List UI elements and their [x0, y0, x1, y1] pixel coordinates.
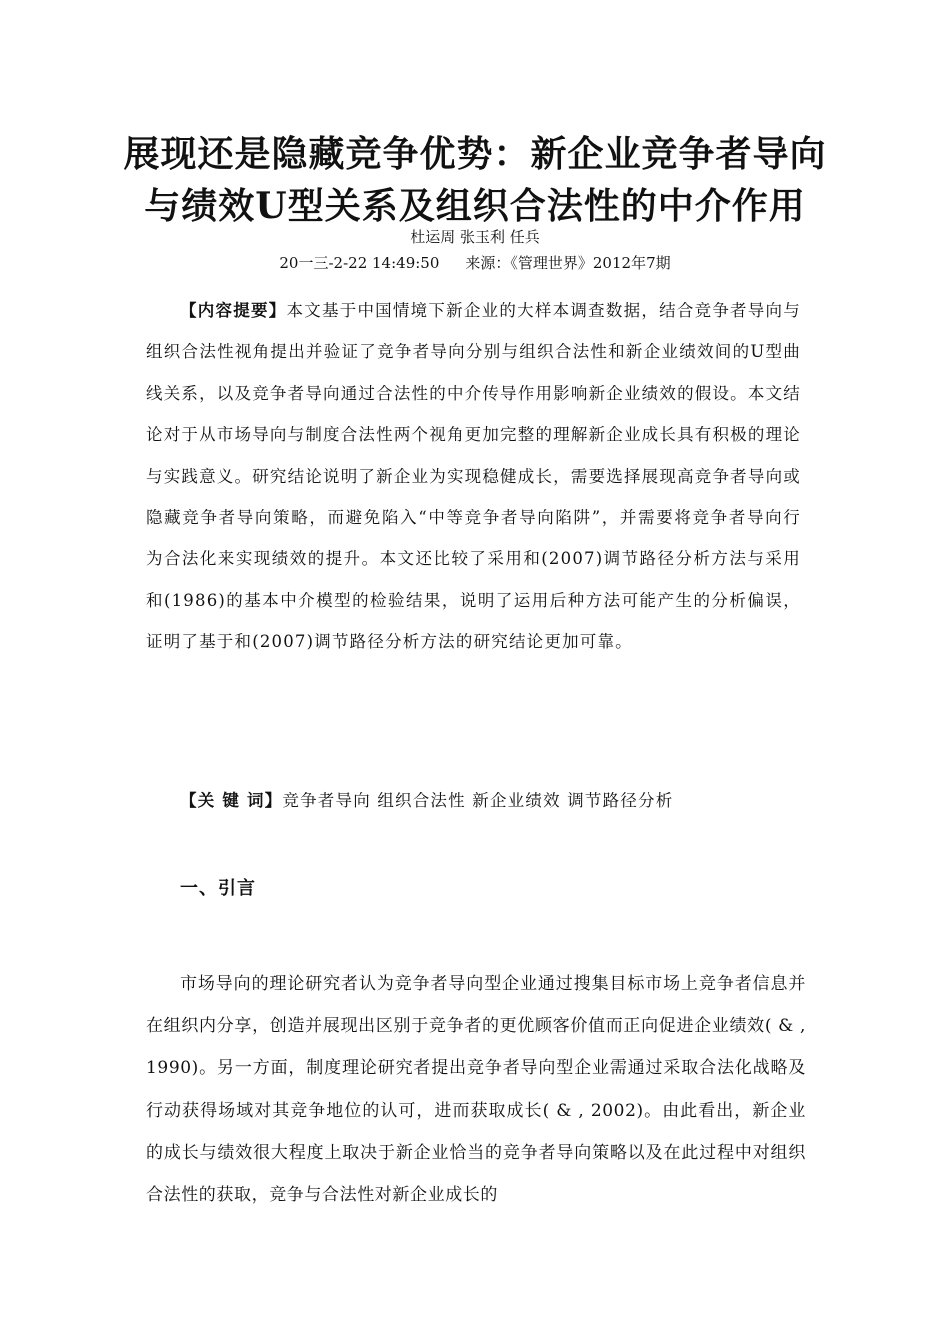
title-line-1: 展现还是隐藏竞争优势：新企业竞争者导向	[123, 133, 827, 175]
abstract-text: 本文基于中国情境下新企业的大样本调查数据，结合竞争者导向与组织合法性视角提出并验证了竞争者导向分别与组织合法性和新企业绩效间的U型曲线关系，以及竞争者导向通过合法性的中介传导作用影响新企业绩效的假设。本文结论对于从市场导向与制度合法性两个视角更加完整的理解新企业成长具有积极的理论与实践意义。研究结论说明了新企业为实现稳健成长，需要选择展现高竞争者导向或隐藏竞争者导向策略，而避免陷入“中等竞争者导向陷阱”，并需要将竞争者导向行为合法化来实现绩效的提升。本文还比较了采用和(2007)调节路径分析方法与采用和(1986)的基本中介模型的检验结果，说明了运用后种方法可能产生的分析偏误，证明了基于和(2007)调节路径分析方法的研究结论更加可靠。	[146, 301, 801, 652]
keywords-text: 竞争者导向 组织合法性 新企业绩效 调节路径分析	[282, 791, 674, 810]
abstract-label: 【内容提要】	[180, 301, 287, 320]
page-title	[0, 128, 950, 232]
authors: 杜运周 张玉利 任兵	[410, 228, 540, 246]
keywords	[180, 784, 820, 818]
keywords-label: 【关 键 词】	[180, 791, 283, 810]
introduction-paragraph: 市场导向的理论研究者认为竞争者导向型企业通过搜集目标市场上竞争者信息并在组织内分享，创造并展现出区别于竞争者的更优顾客价值而正向促进企业绩效( & , 1990)。另一方面，制度理论研究者提出竞争者导向型企业需通过采取合法化战略及行动获得场域对其竞争地位的认可，进而获取成长( & , 2002)。由此看出，新企业的成长与绩效很大程度上取决于新企业恰当的竞争者导向策略以及在此过程中对组织合法性的获取，竞争与合法性对新企业成长的	[146, 974, 806, 1206]
publish-date: 20一三-2-22 14:49:50	[279, 254, 440, 272]
section-heading-introduction: 一、引言	[180, 878, 256, 899]
source-citation: 来源：《管理世界》2012年7期	[465, 254, 671, 272]
title-line-2: 与绩效U型关系及组织合法性的中介作用	[144, 185, 806, 227]
abstract	[146, 290, 801, 663]
publication-meta	[0, 253, 950, 273]
